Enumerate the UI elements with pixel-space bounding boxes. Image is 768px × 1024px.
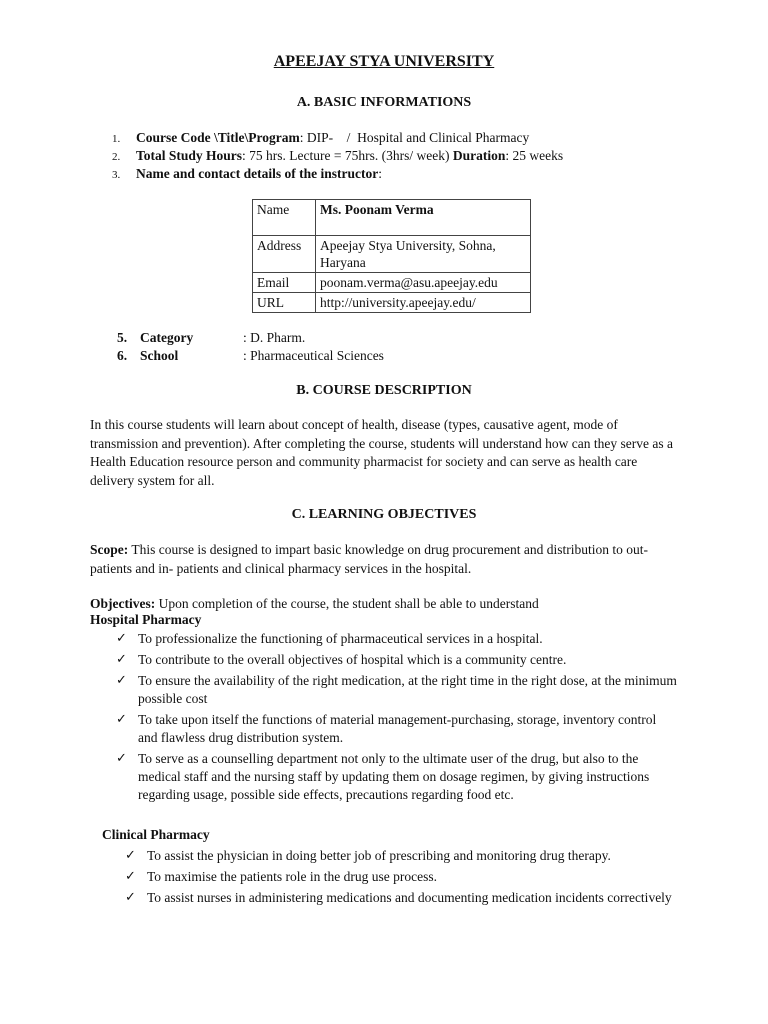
table-row	[253, 236, 531, 273]
instructor-label: Name and contact details of the instructor	[136, 166, 379, 181]
course-code-label: Course Code \Title\Program	[136, 130, 300, 145]
instructor-name: Ms. Poonam Verma	[320, 202, 434, 217]
check-icon: ✓	[116, 711, 127, 726]
objectives-text: Upon completion of the course, the student shall be able to understand	[155, 596, 539, 611]
instructor-colon: :	[378, 166, 382, 181]
school-label: School	[140, 348, 179, 363]
scope-text: This course is designed to impart basic knowledge on drug procurement and distribution to out- patients and in- patients and clinical pharmacy services in the hospital.	[90, 542, 649, 576]
objectives-paragraph	[90, 595, 680, 614]
check-icon: ✓	[116, 672, 127, 687]
url-key: URL	[253, 293, 316, 313]
section-b-heading: B. COURSE DESCRIPTION	[296, 383, 472, 398]
school-value: : Pharmaceutical Sciences	[243, 348, 384, 363]
address-key: Address	[253, 236, 316, 273]
scope-paragraph	[90, 541, 680, 578]
name-key: Name	[253, 200, 316, 236]
section-a-heading: A. BASIC INFORMATIONS	[296, 95, 472, 110]
check-icon: ✓	[125, 868, 136, 883]
duration-value: : 25 weeks	[505, 148, 564, 163]
list-item: To serve as a counselling department not only to the ultimate user of the drug, but also to the medical staff and the nursing staff by updating them on dosage regimen, by giving instructions regarding usage, possible side effects, precautions regarding food etc.	[138, 751, 650, 802]
list-item: To contribute to the overall objectives of hospital which is a community centre.	[138, 652, 567, 667]
study-hours-line	[136, 148, 563, 164]
list-item: To professionalize the functioning of pharmaceutical services in a hospital.	[138, 631, 543, 646]
scope-label: Scope:	[90, 542, 129, 557]
item-number: 2.	[112, 151, 121, 163]
email-key: Email	[253, 273, 316, 293]
course-code-line	[136, 130, 529, 146]
course-description: In this course students will learn about concept of health, disease (types, causative agent, mode of transmission and prevention). After completing the course, students will understand how can they serve as a Health Education resource person and community pharmacist for society and can serve as health care delivery system for all.	[90, 417, 673, 488]
table-row	[253, 273, 531, 293]
instructor-line	[136, 166, 382, 182]
item-number: 3.	[112, 169, 121, 181]
list-item: To assist nurses in administering medications and documenting medication incidents correctively	[147, 890, 672, 905]
instructor-table	[252, 199, 531, 313]
list-item: To assist the physician in doing better job of prescribing and monitoring drug therapy.	[147, 848, 611, 863]
address-value: Apeejay Stya University, Sohna, Haryana	[316, 236, 531, 273]
item-number: 1.	[112, 133, 121, 145]
school-number: 6.	[117, 348, 128, 363]
list-item: To maximise the patients role in the drug use process.	[147, 869, 437, 884]
check-icon: ✓	[116, 750, 127, 765]
course-code-value: : DIP- / Hospital and Clinical Pharmacy	[299, 130, 530, 145]
list-item: To ensure the availability of the right medication, at the right time in the right dose, at the minimum possible cost	[138, 673, 677, 706]
check-icon: ✓	[116, 651, 127, 666]
check-icon: ✓	[125, 889, 136, 904]
category-value: : D. Pharm.	[243, 330, 306, 345]
university-title: APEEJAY STYA UNIVERSITY	[273, 53, 495, 70]
category-label: Category	[140, 330, 194, 345]
study-hours-label: Total Study Hours	[136, 148, 243, 163]
study-hours-value: : 75 hrs. Lecture = 75hrs. (3hrs/ week)	[242, 148, 453, 163]
objectives-label: Objectives:	[90, 596, 156, 611]
table-row	[253, 200, 531, 236]
duration-label: Duration	[452, 148, 506, 163]
email-value: poonam.verma@asu.apeejay.edu	[316, 273, 531, 293]
table-row	[253, 293, 531, 313]
category-number: 5.	[117, 330, 128, 345]
list-item: To take upon itself the functions of material management-purchasing, storage, inventory control and flawless drug distribution system.	[138, 712, 657, 745]
section-c-heading: C. LEARNING OBJECTIVES	[291, 507, 477, 522]
clinical-pharmacy-heading: Clinical Pharmacy	[102, 827, 210, 842]
check-icon: ✓	[116, 630, 127, 645]
hospital-pharmacy-heading: Hospital Pharmacy	[90, 612, 202, 627]
url-value: http://university.apeejay.edu/	[316, 293, 531, 313]
name-value	[316, 200, 531, 236]
check-icon: ✓	[125, 847, 136, 862]
